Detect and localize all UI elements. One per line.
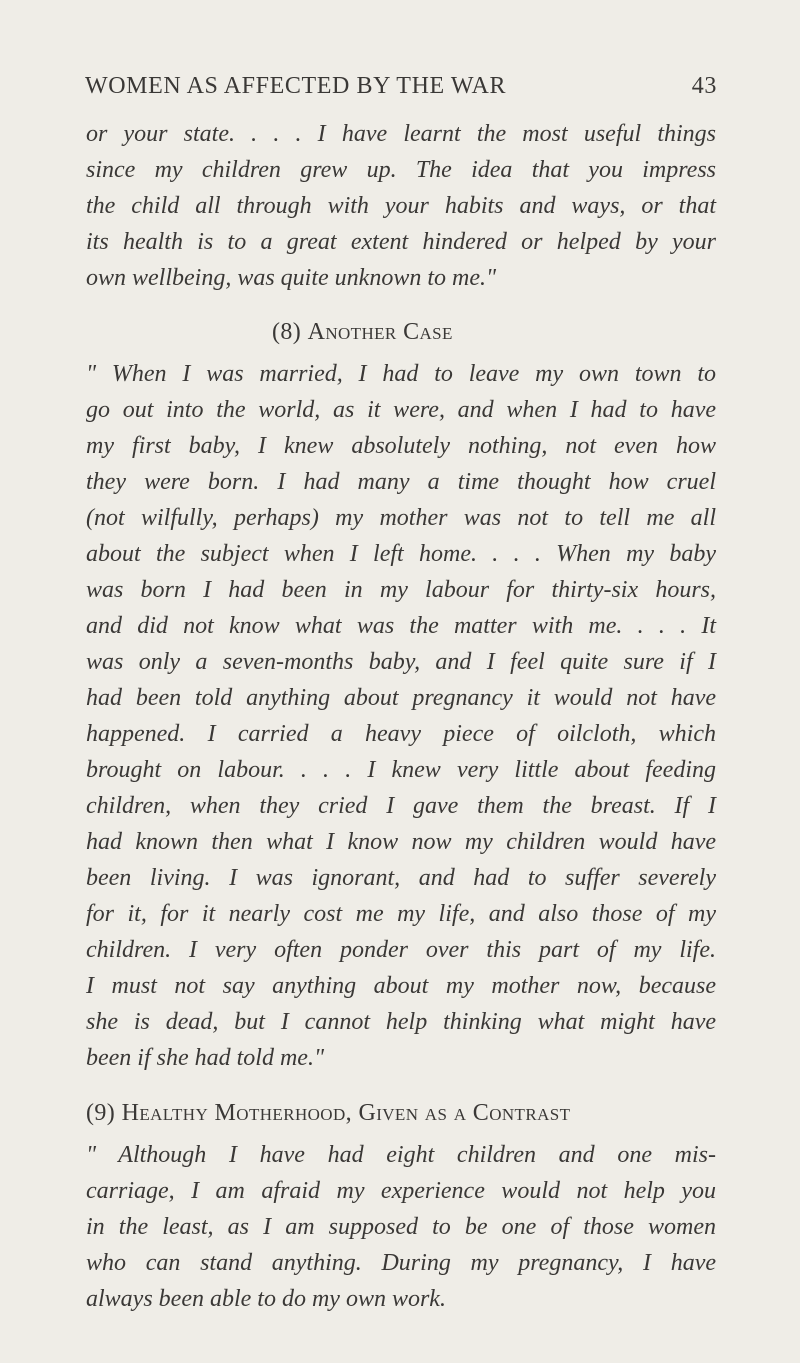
text-line: children, when they cried I gave them the breast. If I bbox=[86, 793, 716, 819]
text-line: for it, for it nearly cost me my life, and also those of my bbox=[86, 901, 716, 927]
running-head bbox=[85, 68, 717, 104]
text-line: about the subject when I left home. . . . When my baby bbox=[86, 541, 716, 567]
section-number: (9) bbox=[86, 1100, 116, 1126]
text-line: go out into the world, as it were, and when I had to have bbox=[86, 397, 716, 423]
section-title: Healthy Motherhood, Given as a Contrast bbox=[121, 1100, 571, 1126]
text-line: had known then what I know now my children would have bbox=[86, 829, 716, 855]
text-line: in the least, as I am supposed to be one of those women bbox=[86, 1214, 716, 1240]
text-line: its health is to a great extent hindered or helped by your bbox=[86, 229, 716, 255]
text-line: my first baby, I knew absolutely nothing, not even how bbox=[86, 433, 716, 459]
text-line: since my children grew up. The idea that you impress bbox=[86, 157, 716, 183]
section-heading bbox=[86, 1095, 570, 1131]
section-title: Another Case bbox=[307, 319, 453, 345]
section-heading bbox=[272, 314, 453, 350]
text-line: been if she had told me." bbox=[86, 1045, 325, 1071]
text-line: and did not know what was the matter with me. . . . It bbox=[86, 613, 716, 639]
text-line: children. I very often ponder over this part of my life. bbox=[86, 937, 716, 963]
text-line: she is dead, but I cannot help thinking what might have bbox=[86, 1009, 716, 1035]
text-line: or your state. . . . I have learnt the most useful things bbox=[86, 121, 716, 147]
text-line: was born I had been in my labour for thirty-six hours, bbox=[86, 577, 716, 603]
text-line: had been told anything about pregnancy it would not have bbox=[86, 685, 716, 711]
text-line: own wellbeing, was quite unknown to me." bbox=[86, 265, 497, 291]
text-line: carriage, I am afraid my experience would not help you bbox=[86, 1178, 716, 1204]
text-line: " Although I have had eight children and one mis- bbox=[86, 1142, 716, 1168]
running-head-title: WOMEN AS AFFECTED BY THE WAR bbox=[85, 73, 507, 99]
section-number: (8) bbox=[272, 319, 302, 345]
text-line: brought on labour. . . . I knew very little about feeding bbox=[86, 757, 716, 783]
text-line: (not wilfully, perhaps) my mother was not to tell me all bbox=[86, 505, 716, 531]
page-number: 43 bbox=[691, 73, 717, 99]
text-line: happened. I carried a heavy piece of oilcloth, which bbox=[86, 721, 716, 747]
text-line: " When I was married, I had to leave my own town to bbox=[86, 361, 716, 387]
text-line: I must not say anything about my mother now, because bbox=[86, 973, 716, 999]
text-line: been living. I was ignorant, and had to suffer severely bbox=[86, 865, 716, 891]
text-line: the child all through with your habits and ways, or that bbox=[86, 193, 716, 219]
text-line: they were born. I had many a time thought how cruel bbox=[86, 469, 716, 495]
text-line: always been able to do my own work. bbox=[86, 1286, 446, 1312]
text-line: who can stand anything. During my pregnancy, I have bbox=[86, 1250, 716, 1276]
text-line: was only a seven-months baby, and I feel quite sure if I bbox=[86, 649, 716, 675]
